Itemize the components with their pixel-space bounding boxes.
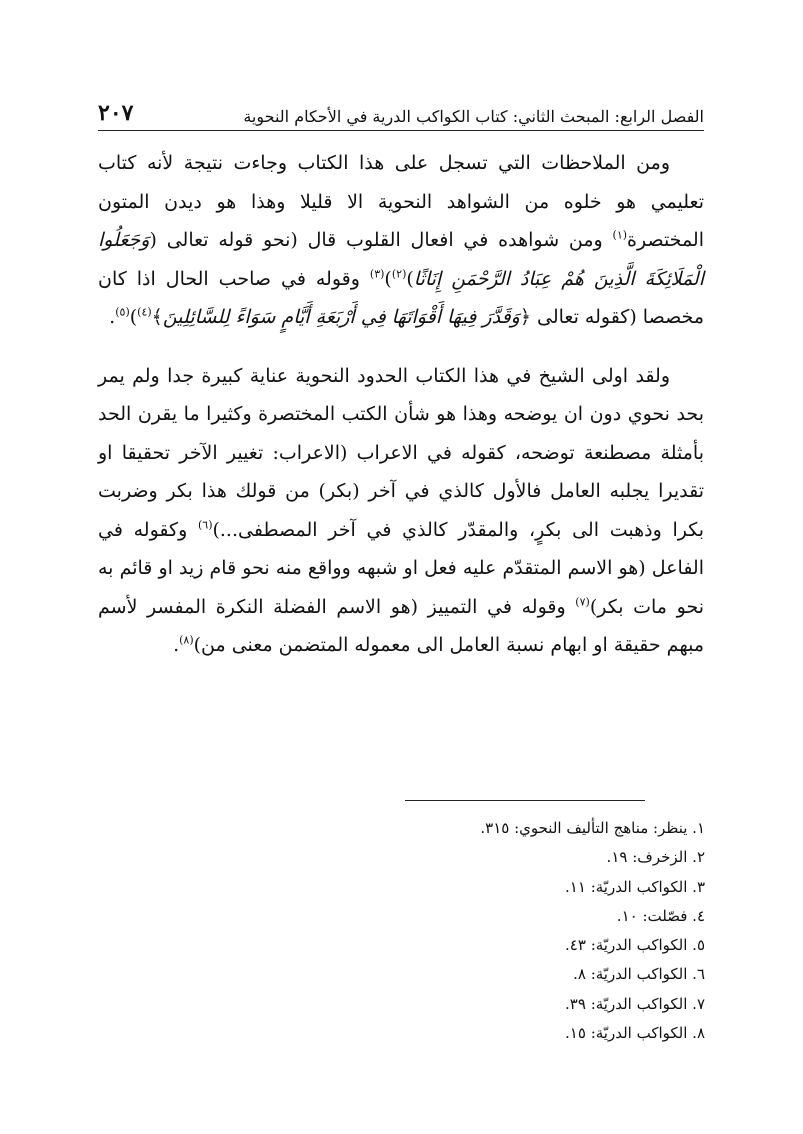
footnote-reference: (٨): [179, 633, 194, 647]
paragraph: [98, 357, 704, 665]
paragraph-text: ولقد اولى الشيخ في هذا الكتاب الحدود النحوية عناية كبيرة جدا ولم يمر بحد نحوي دون ان يوضحه وهذا هو شأن الكتب المختصرة وكثيرا ما يقرن الحد بأمثلة مصطنعة توضحه، كقوله في الاعراب (الاعراب: تغيير الآخر تحقيقا او تقديرا يجلبه العامل فالأول كالذي في آخر (بكر) من قولك هذا بكر وضربت بكرا وذهبت الى بكرٍ، والمقدّر كالذي في آخر المصطفى...): [98, 364, 705, 541]
footnote-item: ٨. الكواكب الدريّة: ١٥.: [565, 1024, 705, 1043]
paragraph-text: وقوله في التمييز (هو الاسم الفضلة النكرة المفسر لأسم مبهم حقيقة او ابهام نسبة العامل الى معموله المتضمن معنى من): [98, 595, 704, 656]
paragraph-text: وقوله في صاحب الحال اذا كان مخصصا (كقوله تعالى ﴿: [98, 267, 704, 328]
paragraph-text: ومن الملاحظات التي تسجل على هذا الكتاب وجاءت نتيجة لأنه كتاب تعليمي هو خلوه من الشواهد النحوية الا قليلا وهذا هو ديدن المتون المختصرة: [98, 152, 704, 251]
paragraph-text: .: [109, 306, 116, 328]
paragraph: [98, 144, 704, 337]
header-rule: [98, 130, 704, 131]
footnote-item: ٦. الكواكب الدريّة: ٨.: [573, 965, 705, 984]
paragraph-text: ): [129, 306, 138, 328]
footnotes-list: [305, 814, 705, 1048]
body-text: [98, 144, 704, 665]
footnote-item: ٤. فصّلت: ١٠.: [616, 906, 705, 925]
footnote-separator: [405, 800, 645, 801]
footnote-item: ٧. الكواكب الدريّة: ٣٩.: [565, 994, 705, 1013]
running-title: الفصل الرابع: المبحث الثاني: كتاب الكواكب الدرية في الأحكام النحوية: [243, 107, 704, 126]
quran-quote: وَقَدَّرَ فِيهَا أَقْوَاتَهَا فِي أَرْبَعَةِ أَيَّامٍ سَوَاءً لِلسَّائِلِينَ: [162, 306, 520, 328]
paragraph-text: .: [173, 634, 180, 656]
footnote-reference: (٥): [115, 305, 130, 319]
footnote-reference: (٢): [391, 267, 407, 281]
footnote-item: ١. ينظر: مناهج التأليف النحوي: ٣١٥.: [480, 819, 705, 837]
paragraph-text: وكقوله في الفاعل (هو الاسم المتقدّم عليه فعل او شبهه وواقع منه نحو قام زيد او قائم به نحو مات بكر): [98, 518, 704, 618]
paragraph-text: ومن شواهده في افعال القلوب قال (نحو قوله تعالى (: [149, 229, 613, 251]
paragraph-text: ): [406, 267, 414, 290]
paragraph-text: ﴾: [151, 306, 163, 328]
footnote-reference: (٧): [575, 595, 590, 609]
footnote-reference: (٣): [369, 267, 385, 281]
paragraph-text: ): [384, 267, 392, 290]
page-number: ٢٠٧: [98, 100, 134, 126]
page-header: [98, 92, 704, 126]
quran-quote: وَجَعَلُوا الْمَلَائِكَةَ الَّذِينَ هُمْ عِبَادُ الرَّحْمَنِ إِنَاثًا: [98, 229, 704, 290]
footnote-item: ٥. الكواكب الدريّة: ٤٣.: [565, 936, 705, 955]
footnote-reference: (٤): [137, 305, 152, 319]
footnote-reference: (٦): [197, 518, 213, 532]
footnote-reference: (١): [612, 228, 628, 242]
footnote-item: ٢. الزخرف: ١٩.: [606, 848, 705, 867]
footnote-item: ٣. الكواكب الدريّة: ١١.: [565, 877, 705, 896]
